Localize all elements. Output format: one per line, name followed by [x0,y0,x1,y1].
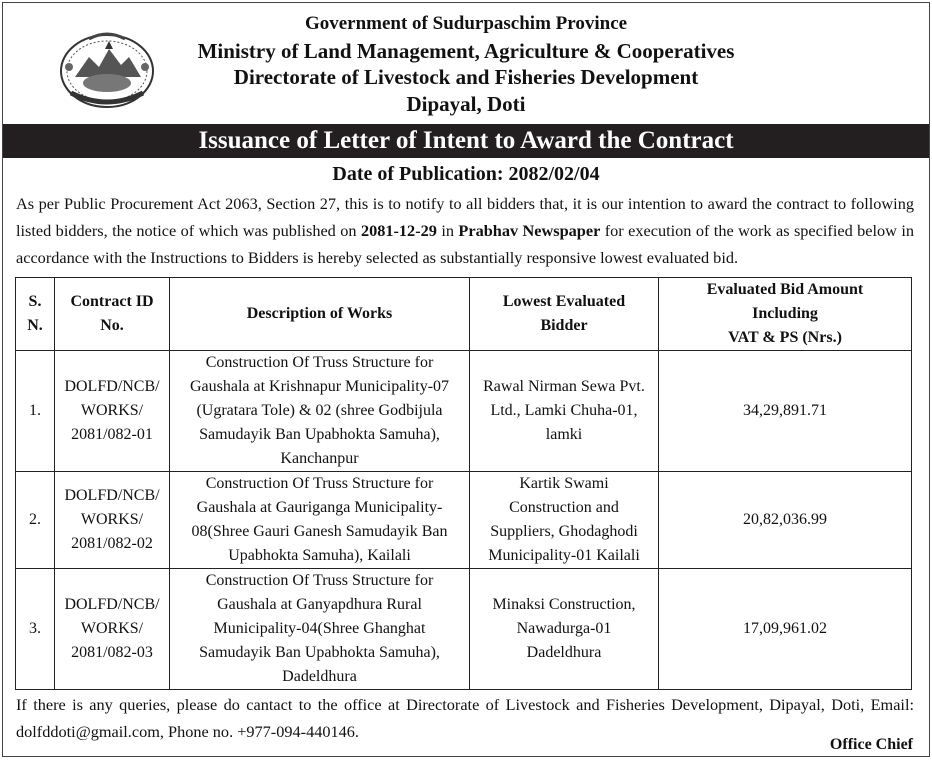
office-chief-signoff: Office Chief [829,736,913,753]
intro-paragraph [16,190,914,271]
table-row [16,351,912,472]
lowest-bidder: Rawal Nirman Sewa Pvt. Ltd., Lamki Chuha-01, lamki [470,351,659,472]
serial-number: 3. [16,569,55,690]
intro-text-1: As per Public Procurement Act 2063, Section 27, this is to notify to all bidders that, it is our intention to award the contract to following listed bidders, the notice of which was published on [16,194,914,240]
government-title: Government of Sudurpaschim Province [304,13,628,34]
contract-id: DOLFD/NCB/ WORKS/ 2081/082-02 [55,472,170,569]
ministry-title: Ministry of Land Management, Agriculture & Cooperatives [197,39,735,63]
header-contract-id: Contract ID No. [55,278,170,351]
intro-text-2: in [436,221,459,240]
newspaper-name: Prabhav Newspaper [458,221,601,240]
bid-amount: 34,29,891.71 [659,351,912,472]
bid-amount: 17,09,961.02 [659,569,912,690]
header-bid-amount: Evaluated Bid Amount Including VAT & PS (Nrs.) [659,278,912,351]
serial-number: 1. [16,351,55,472]
serial-number: 2. [16,472,55,569]
bid-amount: 20,82,036.99 [659,472,912,569]
header-serial-number: S. N. [16,278,55,351]
intro-text-3: for execution of the work as specified below in accordance with the Instructions to Bidders is hereby selected as substantially responsive lowest evaluated bid. [16,221,914,267]
contact-paragraph: If there is any queries, please do cantact to the office at Directorate of Livestock and Fisheries Development, Dipayal, Doti, Email: dolfddoti@gmail.com, Phone no. +977-094-440146. [16,695,914,741]
published-date: 2081-12-29 [360,221,437,240]
contract-id: DOLFD/NCB/ WORKS/ 2081/082-01 [55,351,170,472]
table-row [16,569,912,690]
work-description: Construction Of Truss Structure for Gaushala at Krishnapur Municipality-07 (Ugratara Tole) & 02 (shree Godbijula Samudayik Ban Upabhokta Samuha), Kanchanpur [170,351,470,472]
contract-id: DOLFD/NCB/ WORKS/ 2081/082-03 [55,569,170,690]
notice-title-banner: Issuance of Letter of Intent to Award the Contract [3,124,929,158]
office-location: Dipayal, Doti [406,92,526,116]
work-description: Construction Of Truss Structure for Gaushala at Ganyapdhura Rural Municipality-04(Shree Ghanghat Samudayik Ban Upabhokta Samuha), Dadeldhura [170,569,470,690]
bid-award-table [15,277,912,690]
table-header-row [16,278,912,351]
lowest-bidder: Kartik Swami Construction and Suppliers, Ghodaghodi Municipality-01 Kailali [470,472,659,569]
lowest-bidder: Minaksi Construction, Nawadurga-01 Dadeldhura [470,569,659,690]
header-description: Description of Works [170,278,470,351]
notice-page [2,2,930,757]
work-description: Construction Of Truss Structure for Gaushala at Gauriganga Municipality- 08(Shree Gauri Ganesh Samudayik Ban Upabhokta Samuha), Kailali [170,472,470,569]
notice-header [3,3,929,122]
publication-date: Date of Publication: 2082/02/04 [332,163,600,185]
directorate-title: Directorate of Livestock and Fisheries Development [233,65,699,89]
header-lowest-bidder: Lowest Evaluated Bidder [470,278,659,351]
table-row [16,472,912,569]
